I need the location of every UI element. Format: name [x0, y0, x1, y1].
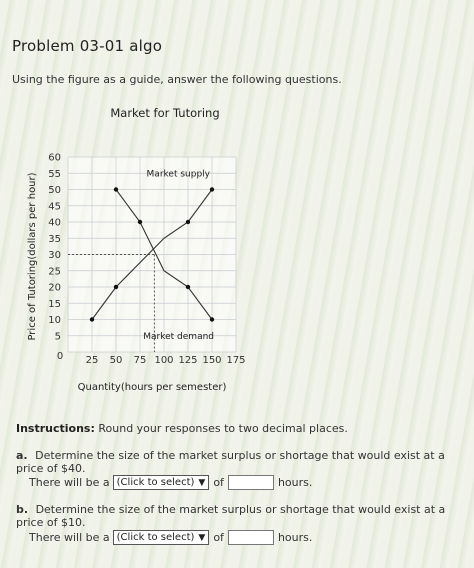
- y-axis-label: Price of Tutoring(dollars per hour): [27, 172, 38, 341]
- hours-input-a[interactable]: [228, 475, 274, 490]
- x-tick-label: 0: [56, 351, 64, 362]
- question-a-bullet: a.: [16, 449, 28, 462]
- answer-a-of: of: [213, 476, 224, 489]
- x-tick-label: 25: [85, 355, 99, 366]
- question-b-text: Determine the size of the market surplus or shortage that would exist at a price of $10.: [16, 503, 446, 529]
- y-tick-label: 15: [48, 298, 61, 310]
- y-tick-label: 50: [48, 185, 61, 196]
- x-tick-label: 75: [133, 355, 147, 366]
- chart-title: Market for Tutoring: [110, 106, 220, 120]
- surplus-shortage-select-b[interactable]: [113, 530, 210, 545]
- instructions: [16, 422, 348, 435]
- y-tick-label: 5: [54, 331, 61, 343]
- x-tick-label: 175: [226, 355, 246, 366]
- x-tick-label: 150: [202, 355, 222, 366]
- chevron-down-icon: ▼: [198, 477, 206, 488]
- market-supply-point: [114, 285, 118, 289]
- market-demand-point: [114, 187, 118, 191]
- y-tick-label: 25: [48, 266, 61, 278]
- answer-row-b: [29, 530, 312, 545]
- y-tick-label: 60: [48, 152, 61, 164]
- chevron-down-icon: ▼: [198, 532, 206, 543]
- answer-a-suffix: hours.: [277, 476, 313, 489]
- intro-text: Using the figure as a guide, answer the following questions.: [12, 73, 342, 86]
- instructions-label: Instructions:: [16, 422, 95, 435]
- market-chart: [0, 140, 330, 402]
- market-demand-label: Market demand: [143, 331, 214, 342]
- y-tick-label: 30: [48, 250, 61, 261]
- market-supply-point: [186, 220, 190, 224]
- question-a-text: Determine the size of the market surplus or shortage that would exist at a price of $40.: [16, 449, 445, 475]
- answer-row-a: [29, 475, 312, 490]
- y-tick-label: 55: [48, 168, 61, 180]
- instructions-text: Round your responses to two decimal places.: [98, 422, 348, 435]
- problem-title: Problem 03-01 algo: [12, 37, 163, 55]
- select-a-value: (Click to select): [116, 477, 195, 488]
- x-axis-label: Quantity(hours per semester): [77, 382, 227, 393]
- question-b-bullet: b.: [16, 503, 29, 516]
- market-demand-point: [186, 285, 190, 289]
- market-demand-point: [210, 317, 214, 321]
- y-tick-label: 35: [48, 233, 61, 245]
- question-b: [16, 503, 474, 529]
- x-tick-label: 100: [154, 355, 174, 366]
- answer-b-prefix: There will be a: [29, 531, 110, 544]
- x-tick-label: 125: [178, 355, 198, 366]
- y-tick-label: 20: [48, 282, 61, 294]
- market-supply-point: [90, 317, 94, 321]
- answer-b-of: of: [213, 531, 224, 544]
- market-demand-point: [138, 220, 142, 224]
- y-tick-label: 40: [48, 217, 61, 229]
- y-tick-label: 10: [48, 315, 61, 326]
- x-tick-label: 50: [109, 355, 123, 366]
- y-tick-label: 45: [48, 201, 61, 213]
- answer-a-prefix: There will be a: [29, 476, 110, 489]
- market-supply-point: [210, 187, 214, 191]
- hours-input-b[interactable]: [228, 530, 274, 545]
- answer-b-suffix: hours.: [277, 531, 313, 544]
- surplus-shortage-select-a[interactable]: [113, 475, 210, 490]
- market-supply-label: Market supply: [146, 169, 210, 180]
- question-a: [16, 449, 474, 475]
- select-b-value: (Click to select): [116, 532, 195, 543]
